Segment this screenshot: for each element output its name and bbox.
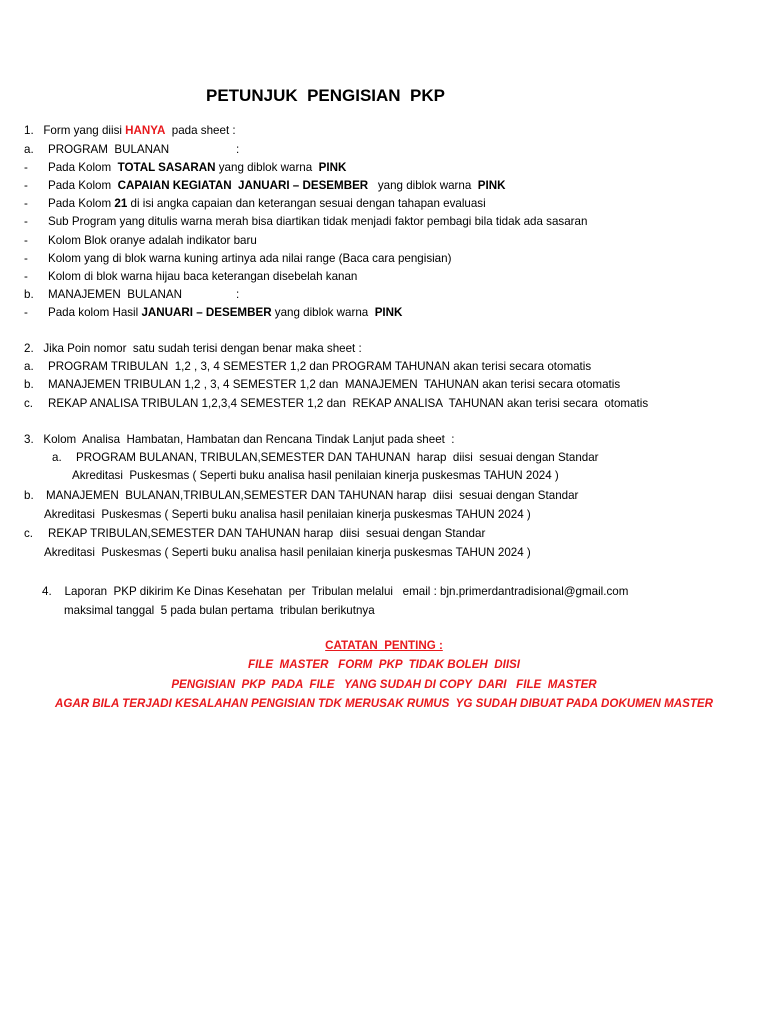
section-2-a-label: a. xyxy=(24,360,34,373)
bullet-item-4: Sub Program yang ditulis warna merah bisa diartikan tidak menjadi faktor pembagi bila tidak ada sasaran xyxy=(48,215,588,228)
bullet-dash: - xyxy=(24,179,28,192)
section-2-b-text: MANAJEMEN TRIBULAN 1,2 , 3, 4 SEMESTER 1,2 dan MANAJEMEN TAHUNAN akan terisi secara otomatis xyxy=(48,378,621,391)
bullet-item-7: Kolom di blok warna hijau baca keterangan disebelah kanan xyxy=(48,270,358,283)
bullet-item-1-pre: Pada Kolom xyxy=(48,161,118,174)
bullet-item-1-mid: yang diblok warna xyxy=(215,161,319,174)
notes-line-1: FILE MASTER FORM PKP TIDAK BOLEH DIISI xyxy=(247,658,521,671)
bullet-item-1 xyxy=(48,161,346,175)
bullet-item-2-mid: yang diblok warna xyxy=(368,179,478,192)
section-4-line2: maksimal tanggal 5 pada bulan pertama tribulan berikutnya xyxy=(64,604,375,617)
bullet-dash: - xyxy=(24,252,28,265)
bullet-item-3-pre: Pada Kolom xyxy=(48,197,115,210)
section-3-c-line2: Akreditasi Puskesmas ( Seperti buku analisa hasil penilaian kinerja puskesmas TAHUN 2024 ) xyxy=(44,546,531,559)
section-2-a-text: PROGRAM TRIBULAN 1,2 , 3, 4 SEMESTER 1,2 dan PROGRAM TAHUNAN akan terisi secara otomatis xyxy=(48,360,592,373)
bullet-dash: - xyxy=(24,270,28,283)
section-1-intro-tail: pada sheet : xyxy=(165,124,236,137)
section-1-a-text: PROGRAM BULANAN xyxy=(48,143,170,156)
bullet-item-6: Kolom yang di blok warna kuning artinya ada nilai range (Baca cara pengisian) xyxy=(48,252,452,265)
bullet-dash: - xyxy=(24,215,28,228)
bullet-dash: - xyxy=(24,306,28,319)
section-3-a-line2: Akreditasi Puskesmas ( Seperti buku analisa hasil penilaian kinerja puskesmas TAHUN 2024 ) xyxy=(72,469,559,482)
bullet-item-1-color: PINK xyxy=(318,161,347,174)
bullet-dash: - xyxy=(24,197,28,210)
bullet-item-5: Kolom Blok oranye adalah indikator baru xyxy=(48,234,257,247)
bullet-item-3-mid: di isi angka capaian dan keterangan sesuai dengan tahapan evaluasi xyxy=(127,197,486,210)
bullet-item-b-bold: JANUARI – DESEMBER xyxy=(141,306,272,319)
section-3-a-line1: PROGRAM BULANAN, TRIBULAN,SEMESTER DAN TAHUNAN harap diisi sesuai dengan Standar xyxy=(76,451,599,464)
section-2-c-text: REKAP ANALISA TRIBULAN 1,2,3,4 SEMESTER 1,2 dan REKAP ANALISA TAHUNAN akan terisi secara otomatis xyxy=(48,397,649,410)
bullet-item-b xyxy=(48,306,402,320)
section-4-line1: 4. Laporan PKP dikirim Ke Dinas Kesehatan per Tribulan melalui email : bjn.primerdantradisional@gmail.com xyxy=(42,585,629,598)
page-title: PETUNJUK PENGISIAN PKP xyxy=(206,86,445,105)
section-2-c-label: c. xyxy=(24,397,34,410)
bullet-item-1-bold: TOTAL SASARAN xyxy=(117,161,216,174)
section-3-b-line2: Akreditasi Puskesmas ( Seperti buku analisa hasil penilaian kinerja puskesmas TAHUN 2024 ) xyxy=(44,508,531,521)
bullet-item-2 xyxy=(48,179,505,193)
bullet-item-3 xyxy=(48,197,486,211)
section-3-intro: 3. Kolom Analisa Hambatan, Hambatan dan Rencana Tindak Lanjut pada sheet : xyxy=(24,433,455,446)
bullet-dash: - xyxy=(24,234,28,247)
section-1-intro-text: 1. Form yang diisi xyxy=(24,124,126,137)
bullet-item-2-bold: CAPAIAN KEGIATAN JANUARI – DESEMBER xyxy=(117,179,369,192)
section-1-a-colon: : xyxy=(236,143,240,156)
section-2-intro: 2. Jika Poin nomor satu sudah terisi dengan benar maka sheet : xyxy=(24,342,362,355)
bullet-item-3-bold: 21 xyxy=(114,197,128,210)
notes-heading: CATATAN PENTING : xyxy=(325,639,443,652)
bullet-item-2-pre: Pada Kolom xyxy=(48,179,118,192)
notes-line-2: PENGISIAN PKP PADA FILE YANG SUDAH DI COPY DARI FILE MASTER xyxy=(171,678,597,691)
section-3-b-label: b. xyxy=(24,489,34,502)
section-3-c-line1: REKAP TRIBULAN,SEMESTER DAN TAHUNAN harap diisi sesuai dengan Standar xyxy=(48,527,486,540)
bullet-dash: - xyxy=(24,161,28,174)
section-3-a-label: a. xyxy=(52,451,62,464)
bullet-item-b-color: PINK xyxy=(374,306,403,319)
bullet-item-2-color: PINK xyxy=(477,179,506,192)
section-1-a-label: a. xyxy=(24,143,34,156)
section-1-intro xyxy=(24,124,236,138)
section-1-b-text: MANAJEMEN BULANAN xyxy=(48,288,182,301)
section-3-c-label: c. xyxy=(24,527,34,540)
section-2-b-label: b. xyxy=(24,378,34,391)
hanya-highlight: HANYA xyxy=(125,124,166,137)
section-1-b-label: b. xyxy=(24,288,34,301)
notes-line-3: AGAR BILA TERJADI KESALAHAN PENGISIAN TDK MERUSAK RUMUS YG SUDAH DIBUAT PADA DOKUMEN MASTER xyxy=(54,697,714,710)
section-1-b-colon: : xyxy=(236,288,240,301)
bullet-item-b-pre: Pada kolom Hasil xyxy=(48,306,142,319)
bullet-item-b-mid: yang diblok warna xyxy=(271,306,375,319)
section-3-b-line1: MANAJEMEN BULANAN,TRIBULAN,SEMESTER DAN TAHUNAN harap diisi sesuai dengan Standar xyxy=(46,489,579,502)
